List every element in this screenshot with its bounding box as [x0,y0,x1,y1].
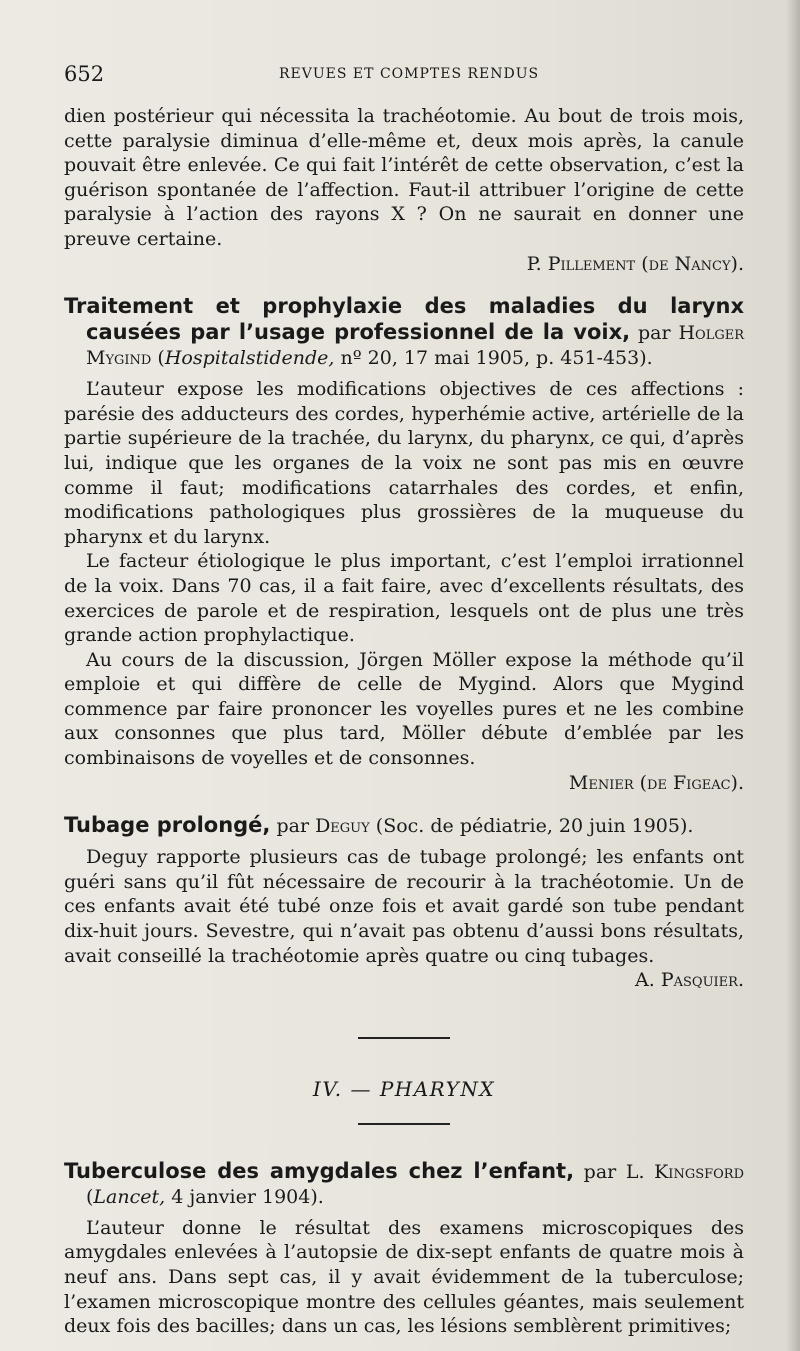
article-citation: (Soc. de pédiatrie, 20 juin 1905). [375,815,694,838]
section-rule-bottom [358,1123,450,1125]
section-title: IV. — PHARYNX [312,1076,496,1101]
journal-name: Lancet, [93,1185,166,1208]
journal-name: Hospitalstidende, [164,347,335,370]
article-larynx [64,294,744,795]
running-head: REVUES ET COMPTES RENDUS [279,66,540,82]
article-paragraph: L’auteur donne le résultat des examens microscopiques des amygdales enlevées à l’autopsie de dix-sept enfants de quatre mois à neuf ans. Dans sept cas, il y avait évidemment de la tuberculose; l’examen microscopique montre des cellules géantes, mais seulement deux fois des bacilles; dans un cas, les lésions semblèrent primitives; [64,1216,744,1338]
article-signature [64,771,744,796]
page-number: 652 [64,62,105,86]
article-citation: (Lancet, 4 janvier 1904). [86,1185,324,1208]
citation-text: nº 20, 17 mai 1905, p. 451-453). [340,347,653,370]
article-amygdales [64,1159,744,1339]
article-paragraph: L’auteur expose les modifications objectives de ces affections : parésie des adducteurs des cordes, hyperhémie active, artérielle de la partie supérieure de la trachée, du larynx, du pharynx, ce qui, d’après lui, indique que les organes de la voix ne sont pas mis en œuvre comme il faut; modifications catarrhales des cordes, et enfin, modifications pathologiques plus grossières de la muqueuse du pharynx et du larynx. [64,378,744,548]
page-header [64,62,760,86]
article-title [64,1159,744,1210]
article-author: L. Kingsford [625,1160,744,1183]
signature-text: P. Pillement (de Nancy). [526,252,744,275]
article-by: par [276,815,310,838]
article-paragraph: Le facteur étiologique le plus important, c’est l’emploi irrationnel de la voix. Dans 70 cas, il a fait faire, avec d’excellents résultats, des exercices de parole et de respiration, lesquels ont de plus une très grande action prophylactique. [64,550,744,647]
article-title [64,294,744,371]
section-break [64,1037,744,1125]
page-body [64,104,744,1339]
article-title-text: Tubage prolongé, [64,813,271,838]
article-title-text: Tuberculose des amygdales chez l’enfant, [64,1158,575,1183]
article-citation: (Hospitalstidende, nº 20, 17 mai 1905, p. 451-453). [157,347,653,370]
page-edge-shadow [786,0,800,1351]
article-tubage [64,813,744,993]
signature-text: A. Pasquier. [635,969,744,992]
intro-signature [64,252,744,277]
article-author: Holger Mygind [86,322,744,370]
article-author: Deguy [315,815,370,838]
article-paragraph: Au cours de la discussion, Jörgen Möller expose la méthode qu’il emploie et qui diffère de celle de Mygind. Alors que Mygind commence par faire prononcer les voyelles pures et ne les combine aux consonnes que plus tard, Möller débute d’emblée par les combinaisons de voyelles et de consonnes. [64,648,744,770]
signature-text: Menier (de Figeac). [568,771,744,794]
article-title [64,813,744,839]
article-by: par [583,1160,617,1183]
article-title-text: Traitement et prophylaxie des maladies du larynx causées par l’usage professionnel de la voix, [64,294,744,345]
article-by: par [638,322,671,345]
intro-paragraph: dien postérieur qui nécessita la trachéotomie. Au bout de trois mois, cette paralysie diminua d’elle-même et, deux mois après, la canule pouvait être enlevée. Ce qui fait l’intérêt de cette observation, c’est la guérison spontanée de l’affection. Faut-il attribuer l’origine de cette paralysie à l’action des rayons X ? On ne saurait en donner une preuve certaine. [64,105,744,250]
article-signature [64,968,744,993]
article-paragraph: Deguy rapporte plusieurs cas de tubage prolongé; les enfants ont guéri sans qu’il fût nécessaire de recourir à la trachéotomie. Un de ces enfants avait été tubé onze fois et avait gardé son tube pendant dix-huit jours. Sevestre, qui n’avait pas obtenu d’aussi bons résultats, avait conseillé la trachéotomie après quatre ou cinq tubages. [64,846,744,967]
citation-text: 4 janvier 1904). [171,1185,324,1208]
section-rule-top [358,1037,450,1039]
